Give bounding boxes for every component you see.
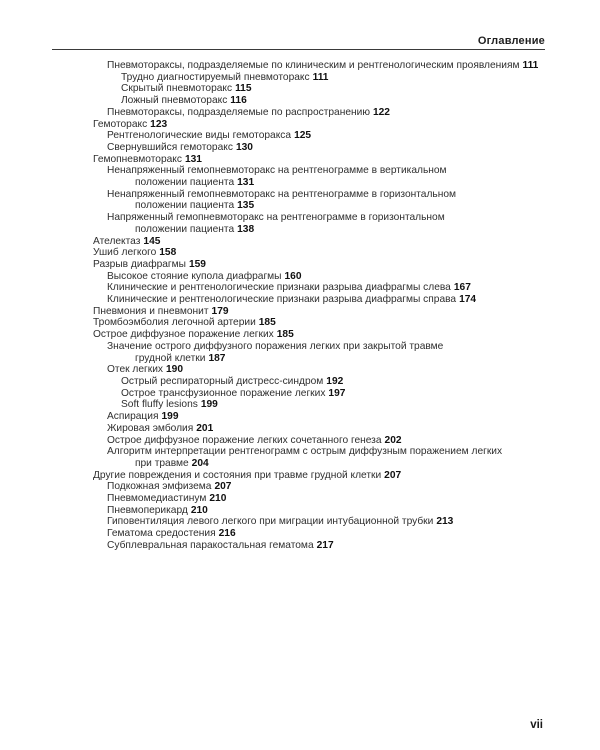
toc-entry-title [93,247,553,259]
toc-entry-page: 159 [188,258,206,270]
toc-entry-text: положении пациента [135,223,235,235]
toc-entry-page: 204 [191,457,209,469]
toc-entry-text: Субплевральная паракостальная гематома [107,539,314,551]
toc-entry-page: 179 [211,305,229,317]
toc-entry[interactable] [107,212,553,235]
running-header [52,27,545,50]
toc-entry-text: Soft fluffy lesions [121,399,198,411]
toc-entry-text: Алгоритм интерпретации рентгенограмм с острым диффузным поражением легких [107,446,503,458]
page-number: vii [530,719,543,731]
toc-entry-title [107,341,553,353]
toc-entry-page: 217 [316,539,334,551]
toc-entry[interactable] [107,271,553,283]
toc-entry-text: Подкожная эмфизема [107,481,212,493]
toc-entry-text: Ложный пневмоторакс [121,95,228,107]
toc-entry[interactable] [107,423,553,435]
toc-entry-text: Разрыв диафрагмы [93,258,186,270]
toc-entry-title [121,83,553,95]
toc-entry-text: Пневмомедиастинум [107,493,207,505]
toc-entry[interactable] [121,376,553,388]
toc-entry-page: 199 [161,411,179,423]
toc-entry[interactable] [107,493,553,505]
toc-entry[interactable] [107,411,553,423]
toc-entry[interactable] [121,399,553,411]
toc-entry-title [107,423,553,435]
toc-entry-page: 158 [159,247,177,259]
toc-entry-text: Тромбоэмболия легочной артерии [93,317,256,329]
toc-entry-page: 131 [237,177,255,189]
toc-entry-page: 207 [384,469,402,481]
toc-entry-page: 130 [235,141,253,153]
toc-entry-page: 138 [237,223,255,235]
toc-entry-title [121,388,553,400]
toc-entry-page: 207 [214,481,232,493]
toc-entry-title [107,505,553,517]
toc-entry-page: 167 [453,282,471,294]
toc-entry-page: 111 [312,71,329,83]
toc-entry-page: 135 [237,200,255,212]
toc-entry-title [121,95,553,107]
toc-entry-title [107,165,553,177]
toc-entry-title [93,259,553,271]
toc-entry-text: Скрытый пневмоторакс [121,83,233,95]
toc-entry-title [107,446,553,458]
toc-entry[interactable] [107,341,553,364]
toc-entry[interactable] [107,60,553,72]
toc-entry-page: 216 [218,528,236,540]
toc-entry[interactable] [93,329,553,341]
toc-entry-title-continued [107,458,553,470]
toc-entry-text: Клинические и рентгенологические признаки разрыва диафрагмы справа [107,294,457,306]
toc-entry[interactable] [93,306,553,318]
toc-entry-text: Ненапряженный гемопневмоторакс на рентгенограмме в вертикальном [107,165,447,177]
toc-entry-page: 185 [276,329,294,341]
toc-entry-title [93,154,553,166]
toc-entry-page: 190 [166,364,183,376]
toc-entry-title [121,399,553,411]
toc-entry-page: 213 [436,516,454,528]
toc-entry-text: Значение острого диффузного поражения легких при закрытой травме [107,340,444,352]
toc-entry-page: 125 [294,130,312,142]
toc-entry[interactable] [121,72,553,84]
toc-entry-title [107,294,553,306]
toc-entry-title [107,435,553,447]
toc-entry[interactable] [107,505,553,517]
toc-entry-text: Острое трансфузионное поражение легких [121,387,326,399]
toc-entry[interactable] [107,446,553,469]
table-of-contents [93,60,553,552]
toc-entry[interactable] [93,247,553,259]
toc-entry-text: Гемопневмоторакс [93,153,182,165]
toc-entry[interactable] [107,294,553,306]
toc-entry-title [93,317,553,329]
toc-entry-page: 201 [196,422,214,434]
toc-entry-text: Свернувшийся гемоторакс [107,141,233,153]
toc-entry-page: 145 [143,235,161,247]
toc-entry-text: грудной клетки [135,352,206,364]
toc-entry-text: Острый респираторный дистресс-синдром [121,375,324,387]
toc-entry-title [121,376,553,388]
toc-entry[interactable] [107,282,553,294]
toc-entry[interactable] [93,317,553,329]
toc-entry-text: Пневмоперикард [107,504,188,516]
toc-entry-title-continued [107,353,553,365]
toc-entry-title [107,189,553,201]
toc-entry-title [107,212,553,224]
toc-entry[interactable] [107,165,553,188]
toc-entry-title [93,119,553,131]
toc-entry-text: Отек легких [107,364,163,376]
toc-entry-page: 115 [235,83,252,95]
toc-entry[interactable] [107,481,553,493]
toc-entry[interactable] [107,189,553,212]
toc-entry-text: Ненапряженный гемопневмоторакс на рентгенограмме в горизонтальном [107,188,457,200]
toc-entry-title [107,142,553,154]
toc-entry-page: 199 [200,399,218,411]
toc-entry[interactable] [107,528,553,540]
toc-entry-page: 210 [209,493,227,505]
toc-entry-text: Пневмотораксы, подразделяемые по клиническим и рентгенологическим проявлениям [107,60,520,71]
toc-entry-text: Трудно диагностируемый пневмоторакс [121,71,310,83]
toc-entry-page: 111 [522,60,539,71]
toc-entry[interactable] [107,516,553,528]
toc-entry-title [107,60,553,72]
toc-entry-page: 122 [372,106,390,118]
toc-entry[interactable] [93,236,553,248]
toc-entry-title [107,282,553,294]
toc-entry-title [107,411,553,423]
toc-entry[interactable] [107,364,553,376]
toc-entry-page: 123 [150,118,168,130]
toc-entry[interactable] [107,107,553,119]
toc-entry-text: Гиповентиляция левого легкого при миграции интубационной трубки [107,516,434,528]
toc-entry-text: Острое диффузное поражение легких сочетанного генеза [107,434,382,446]
toc-entry[interactable] [107,142,553,154]
toc-entry-text: Пневмотораксы, подразделяемые по распространению [107,106,370,118]
toc-entry-text: Клинические и рентгенологические признаки разрыва диафрагмы слева [107,282,451,294]
toc-entry-page: 131 [184,153,202,165]
toc-entry-title [107,107,553,119]
toc-entry-page: 202 [384,434,402,446]
toc-entry-title [121,72,553,84]
toc-entry-page: 197 [328,387,346,399]
toc-entry-page: 192 [326,375,344,387]
toc-entry[interactable] [93,119,553,131]
toc-entry[interactable] [121,83,553,95]
toc-entry-text: Ателектаз [93,235,141,247]
toc-entry-title [107,540,553,552]
toc-entry-page: 160 [284,270,302,282]
toc-entry-text: Гематома средостения [107,528,216,540]
toc-entry-title [93,329,553,341]
toc-entry-title-continued [107,200,553,212]
toc-entry-title [107,493,553,505]
toc-entry-title [107,528,553,540]
toc-entry-title [107,516,553,528]
toc-entry-text: Острое диффузное поражение легких [93,329,274,341]
toc-entry-text: Напряженный гемопневмоторакс на рентгенограмме в горизонтальном [107,212,445,224]
toc-entry-page: 210 [190,504,208,516]
toc-entry[interactable] [93,259,553,271]
toc-entry[interactable] [93,154,553,166]
toc-entry-title-continued [107,224,553,236]
toc-entry-title [107,130,553,142]
toc-entry-text: Гемоторакс [93,118,148,130]
toc-entry-text: положении пациента [135,177,235,189]
toc-entry[interactable] [93,470,553,482]
toc-entry-title [93,236,553,248]
header-title: Оглавление [477,35,545,47]
toc-entry-page: 174 [459,294,477,306]
toc-entry-title [107,481,553,493]
toc-entry[interactable] [121,388,553,400]
toc-entry[interactable] [121,95,553,107]
toc-entry-text: Другие повреждения и состояния при травме грудной клетки [93,469,382,481]
toc-entry[interactable] [107,130,553,142]
toc-entry-title [93,306,553,318]
toc-entry-title-continued [107,177,553,189]
toc-entry[interactable] [107,435,553,447]
toc-entry-text: Высокое стояние купола диафрагмы [107,270,282,282]
toc-entry-text: Ушиб легкого [93,247,157,259]
toc-entry-text: Пневмония и пневмонит [93,305,209,317]
toc-entry-page: 187 [208,352,226,364]
toc-entry-page: 185 [258,317,276,329]
toc-entry-text: при травме [135,457,189,469]
toc-entry-page: 116 [230,95,247,107]
toc-entry-text: Рентгенологические виды гемоторакса [107,130,292,142]
toc-entry-text: Жировая эмболия [107,422,194,434]
toc-entry-title [107,271,553,283]
toc-entry-text: положении пациента [135,200,235,212]
toc-entry[interactable] [107,540,553,552]
toc-entry-text: Аспирация [107,411,159,423]
toc-entry-title [93,470,553,482]
toc-entry-title [107,364,553,376]
